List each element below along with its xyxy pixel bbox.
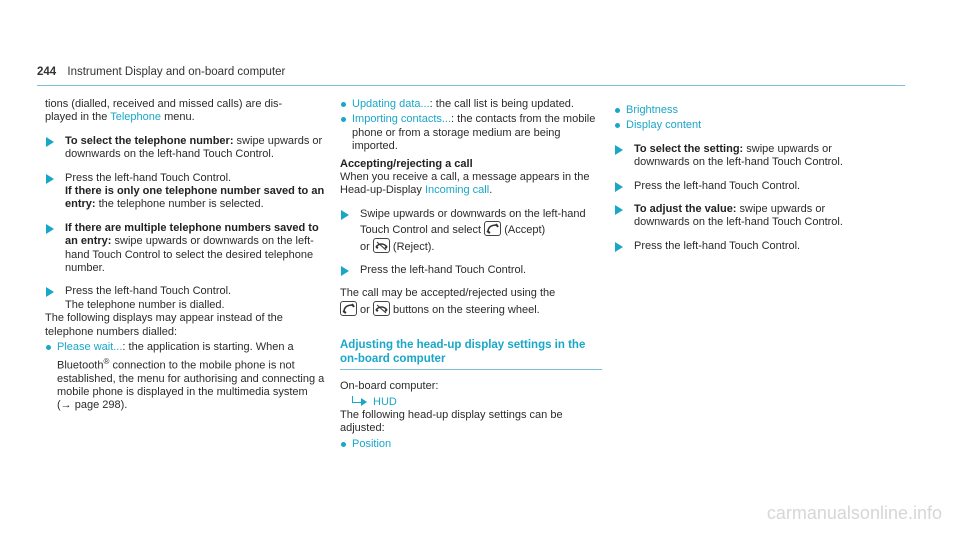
step-multiple-numbers: If there are multiple telephone numbers saved to an entry: swipe upwards or downwards on the left-hand Touch Control to select the desired telephone number. — [45, 222, 329, 276]
step-press-control: Press the left-hand Touch Control. If there is only one telephone number saved to an entry: the telephone number is selected. — [45, 172, 329, 212]
bullet-dot-icon — [615, 108, 620, 113]
step-arrow-icon — [615, 205, 623, 215]
list-item-brightness: Brightness — [614, 104, 876, 117]
header-divider — [37, 85, 905, 86]
settings-paragraph: The following head-up display settings can be adjusted: — [340, 408, 563, 435]
step-select-number: To select the telephone number: swipe upwards or downwards on the left-hand Touch Control. — [45, 135, 329, 162]
displays-paragraph: The following displays may appear instead of the telephone numbers dialled: — [45, 312, 283, 338]
step-press-control-3: Press the left-hand Touch Control. — [614, 180, 876, 193]
column-middle — [340, 98, 602, 451]
step-arrow-icon — [46, 174, 54, 184]
step-arrow-icon — [341, 210, 349, 220]
watermark-text: carmanualsonline.info — [766, 503, 942, 523]
path-arrow-icon — [361, 398, 367, 406]
step-accept-reject: Swipe upwards or downwards on the left-hand Touch Control and select (Accept) or (Reject). — [340, 208, 602, 254]
step-press-control-4: Press the left-hand Touch Control. — [614, 240, 876, 253]
bullet-dot-icon — [615, 123, 620, 128]
obc-label: On-board computer: — [340, 380, 439, 393]
bullet-dot-icon — [46, 345, 51, 350]
step-arrow-icon — [341, 266, 349, 276]
step-dial: Press the left-hand Touch Control. The telephone number is dialled. — [45, 285, 329, 312]
column-right — [614, 98, 876, 253]
menu-path — [340, 396, 602, 409]
bullet-dot-icon — [341, 117, 346, 122]
subheading-accept-reject: Accepting/rejecting a call — [340, 157, 473, 170]
step-select-setting: To select the setting: swipe upwards or downwards on the left-hand Touch Control. — [614, 143, 876, 170]
bullet-dot-icon — [341, 102, 346, 107]
list-item-importing-contacts: Importing contacts...: the contacts from the mobile phone or from a storage medium are being imported. — [340, 113, 602, 153]
list-item-position: Position — [340, 438, 602, 451]
step-arrow-icon — [46, 137, 54, 147]
section-heading-hud: Adjusting the head-up display settings in the on-board computer — [340, 339, 602, 370]
telephone-menu-link: Telephone — [110, 111, 162, 124]
step-arrow-icon — [46, 224, 54, 234]
step-adjust-value: To adjust the value: swipe upwards or downwards on the left-hand Touch Control. — [614, 203, 876, 230]
page-number: 244 — [37, 66, 57, 78]
list-item-display-content: Display content — [614, 119, 876, 132]
path-corner-icon — [352, 396, 361, 403]
phone-accept-icon — [340, 301, 357, 316]
step-arrow-icon — [615, 182, 623, 192]
intro-paragraph: tions (dialled, received and missed calls) are dis- played in the Telephone menu. — [45, 98, 283, 124]
step-press-control-2: Press the left-hand Touch Control. — [340, 264, 602, 277]
column-left — [45, 98, 329, 413]
page-reference[interactable]: (→ page 298). — [57, 399, 128, 412]
phone-reject-icon — [373, 238, 390, 253]
phone-reject-icon — [373, 301, 390, 316]
step-arrow-icon — [615, 242, 623, 252]
list-item-updating-data: Updating data...: the call list is being updated. — [340, 98, 602, 111]
steering-wheel-paragraph: The call may be accepted/rejected using the or buttons on the steering wheel. — [340, 287, 556, 316]
step-arrow-icon — [46, 287, 54, 297]
page-header — [37, 66, 285, 78]
incoming-call-paragraph: When you receive a call, a message appears in the Head-up-Display Incoming call. — [340, 171, 590, 197]
step-arrow-icon — [615, 145, 623, 155]
phone-accept-icon — [484, 221, 501, 236]
bullet-dot-icon — [341, 442, 346, 447]
list-item-please-wait: Please wait...: the application is starting. When a Bluetooth® connection to the mobile phone is not established, the menu for authorising and connecting a mobile phone is displayed in the multimedia system (→ page 298). — [45, 341, 329, 413]
chapter-title: Instrument Display and on-board computer — [67, 66, 286, 78]
menu-path-hud: HUD — [373, 395, 397, 408]
